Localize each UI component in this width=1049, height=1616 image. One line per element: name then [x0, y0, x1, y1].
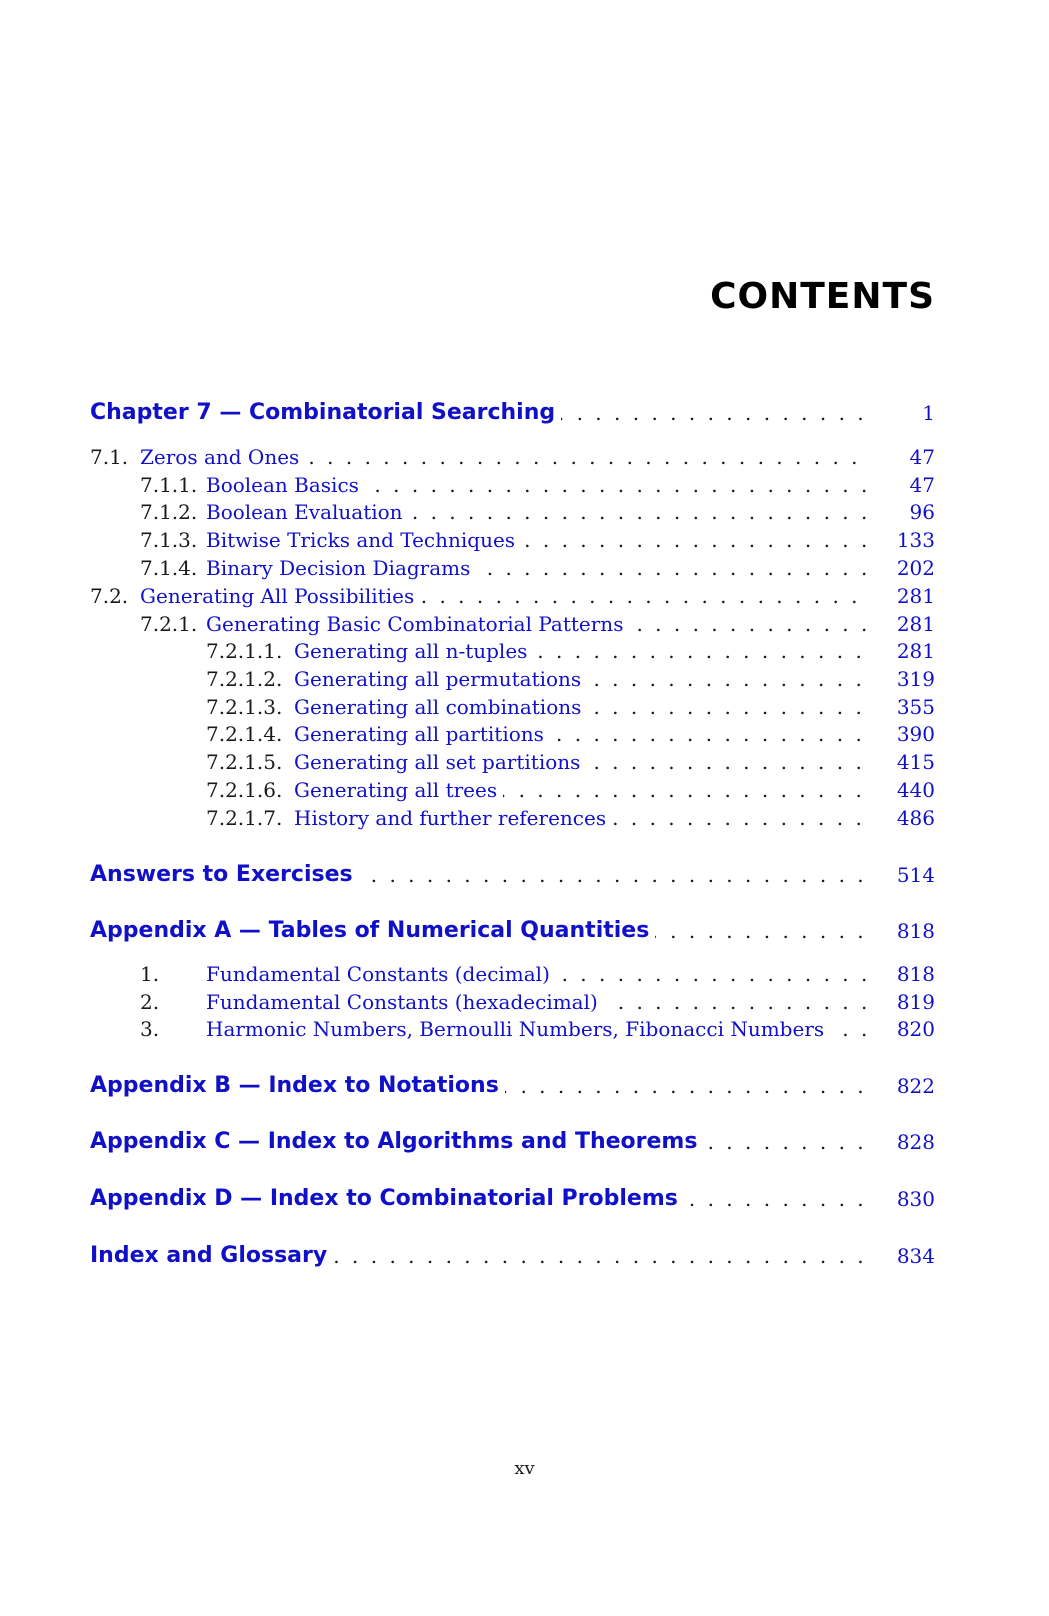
toc-entry[interactable] — [0, 398, 1049, 428]
toc-entry[interactable] — [0, 959, 1049, 989]
toc-entry-title[interactable]: Appendix D — Index to Combinatorial Problems — [90, 1184, 684, 1214]
toc-entry[interactable] — [0, 1071, 1049, 1101]
toc-entry-number: 7.2. — [90, 584, 129, 608]
toc-entry[interactable] — [0, 581, 1049, 611]
toc-entry[interactable] — [0, 525, 1049, 555]
toc-entry-page[interactable]: 390 — [896, 722, 935, 746]
toc-entry-number: 7.1.2. — [140, 500, 198, 524]
toc-entry-title[interactable]: Answers to Exercises — [90, 860, 359, 890]
toc-entry-number: 7.1. — [90, 445, 129, 469]
toc-entry[interactable] — [0, 1184, 1049, 1214]
toc-entry-number: 7.1.1. — [140, 473, 198, 497]
toc-entry-page[interactable]: 834 — [896, 1244, 935, 1268]
toc-entry-page[interactable]: 47 — [909, 445, 935, 469]
toc-entry-title[interactable]: Boolean Evaluation — [206, 497, 409, 527]
toc-entry-page[interactable]: 830 — [896, 1187, 935, 1211]
toc-entry-title[interactable]: Generating all n-tuples — [294, 636, 533, 666]
toc-entry[interactable] — [0, 803, 1049, 833]
toc-entry-number: 1. — [140, 962, 160, 986]
toc-entry-title[interactable]: Harmonic Numbers, Bernoulli Numbers, Fibonacci Numbers — [206, 1014, 830, 1044]
toc-entry-title[interactable]: Fundamental Constants (decimal) — [206, 959, 556, 989]
toc-entry[interactable] — [0, 1241, 1049, 1271]
toc-entry-title[interactable]: Generating Basic Combinatorial Patterns — [206, 609, 629, 639]
toc-entry[interactable] — [0, 636, 1049, 666]
toc-entry-title[interactable]: Fundamental Constants (hexadecimal) — [206, 987, 604, 1017]
toc-entry-page[interactable]: 486 — [896, 806, 935, 830]
toc-entry[interactable] — [0, 609, 1049, 639]
toc-entry-title[interactable]: Zeros and Ones — [140, 442, 305, 472]
toc-entry-number: 7.2.1.4. — [206, 722, 283, 746]
toc-entry[interactable] — [0, 916, 1049, 946]
toc-entry-page[interactable]: 820 — [896, 1017, 935, 1041]
toc-entry-title[interactable]: Appendix C — Index to Algorithms and Theorems — [90, 1127, 703, 1157]
toc-entry-number: 2. — [140, 990, 160, 1014]
toc-entry[interactable] — [0, 987, 1049, 1017]
toc-entry-page[interactable]: 514 — [896, 863, 935, 887]
toc-entry-page[interactable]: 319 — [896, 667, 935, 691]
toc-entry-title[interactable]: Bitwise Tricks and Techniques — [206, 525, 521, 555]
toc-entry-page[interactable]: 355 — [896, 695, 935, 719]
toc-entry[interactable] — [0, 553, 1049, 583]
toc-entry[interactable] — [0, 775, 1049, 805]
toc-entry-title[interactable]: Boolean Basics — [206, 470, 365, 500]
toc-entry-page[interactable]: 281 — [896, 612, 935, 636]
toc-entry-title[interactable]: Generating all partitions — [294, 719, 550, 749]
toc-entry-page[interactable]: 818 — [896, 962, 935, 986]
toc-entry-title[interactable]: Binary Decision Diagrams — [206, 553, 476, 583]
toc-entry-page[interactable]: 96 — [909, 500, 935, 524]
toc-entry[interactable] — [0, 442, 1049, 472]
toc-entry-page[interactable]: 828 — [896, 1130, 935, 1154]
toc-entry-page[interactable]: 1 — [922, 401, 935, 425]
toc-entry-number: 7.2.1.6. — [206, 778, 283, 802]
toc-entry[interactable] — [0, 497, 1049, 527]
toc-entry-number: 7.2.1. — [140, 612, 198, 636]
toc-entry[interactable] — [0, 860, 1049, 890]
toc-entry-page[interactable]: 822 — [896, 1074, 935, 1098]
toc-entry[interactable] — [0, 470, 1049, 500]
toc-entry[interactable] — [0, 747, 1049, 777]
toc-entry-page[interactable]: 415 — [896, 750, 935, 774]
page-folio: xv — [514, 1458, 535, 1479]
toc-entry[interactable] — [0, 719, 1049, 749]
toc-entry-page[interactable]: 440 — [896, 778, 935, 802]
toc-entry-page[interactable]: 281 — [896, 584, 935, 608]
toc-entry-number: 7.2.1.3. — [206, 695, 283, 719]
toc-entry-title[interactable]: Index and Glossary — [90, 1241, 333, 1271]
toc-entry-title[interactable]: Appendix B — Index to Notations — [90, 1071, 505, 1101]
toc-entry-number: 7.1.4. — [140, 556, 198, 580]
page-title: CONTENTS — [710, 276, 935, 317]
toc-entry-title[interactable]: Generating all trees — [294, 775, 503, 805]
toc-entry-page[interactable]: 202 — [896, 556, 935, 580]
toc-entry-title[interactable]: Generating all permutations — [294, 664, 587, 694]
toc-entry-number: 7.1.3. — [140, 528, 198, 552]
toc-entry-page[interactable]: 281 — [896, 639, 935, 663]
toc-entry-number: 7.2.1.5. — [206, 750, 283, 774]
toc-entry-title[interactable]: Generating all combinations — [294, 692, 587, 722]
toc-entry-number: 7.2.1.2. — [206, 667, 283, 691]
toc-entry[interactable] — [0, 664, 1049, 694]
toc-entry-title[interactable]: Generating All Possibilities — [140, 581, 420, 611]
toc-entry-title[interactable]: History and further references — [294, 803, 612, 833]
toc-entry-number: 7.2.1.1. — [206, 639, 283, 663]
toc-entry-page[interactable]: 819 — [896, 990, 935, 1014]
toc-entry[interactable] — [0, 1127, 1049, 1157]
toc-entry-page[interactable]: 818 — [896, 919, 935, 943]
toc-entry-title[interactable]: Generating all set partitions — [294, 747, 586, 777]
toc-entry-number: 3. — [140, 1017, 160, 1041]
toc-entry[interactable] — [0, 692, 1049, 722]
toc-entry-title[interactable]: Chapter 7 — Combinatorial Searching — [90, 398, 561, 428]
toc-entry-page[interactable]: 47 — [909, 473, 935, 497]
toc-entry-number: 7.2.1.7. — [206, 806, 283, 830]
toc-entry-page[interactable]: 133 — [896, 528, 935, 552]
toc-entry[interactable] — [0, 1014, 1049, 1044]
toc-entry-title[interactable]: Appendix A — Tables of Numerical Quantities — [90, 916, 655, 946]
